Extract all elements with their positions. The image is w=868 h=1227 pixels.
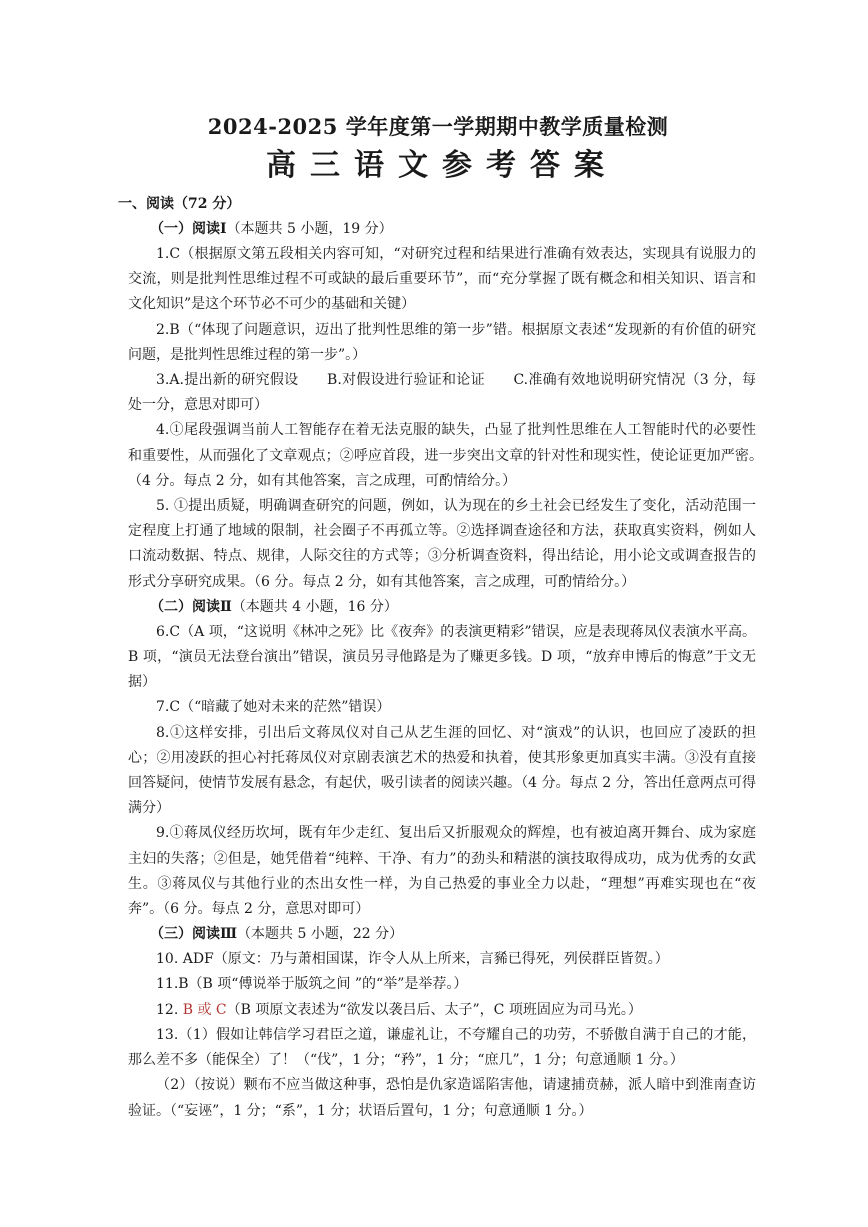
subsection-reading-1 — [150, 217, 756, 242]
subsection-info: （本题共 5 小题，19 分） — [226, 221, 393, 237]
answer-q5: 5. ①提出质疑，明确调查研究的问题，例如，认为现在的乡土社会已经发生了变化，活动范围一定程度上打通了地域的限制，社会圈子不再孤立等。②选择调查途径和方法，获取真实资料，例如人口流动数据、特点、规律，人际交往的方式等；③分析调查资料，得出结论，用小论文或调查报告的形式分享研究成果。（6 分。每点 2 分，如有其他答案，言之成理，可酌情给分。） — [128, 498, 756, 590]
answer-q10: 10. ADF（原文：乃与萧相国谋，诈令人从上所来，言豨已得死，列侯群臣皆贺。） — [156, 951, 669, 968]
subsection-info: （本题共 5 小题，22 分） — [237, 926, 404, 943]
subsection-name: （三）阅读Ⅲ — [150, 926, 238, 943]
answer-q4: 4.①尾段强调当前人工智能存在着无法克服的缺失，凸显了批判性思维在人工智能时代的必要性和重要性，从而强化了文章观点；②呼应首段，进一步突出文章的针对性和现实性，使论证更加严密。 （4 分。每点 2 分，如有其他答案，言之成理，可酌情给分。） — [128, 422, 770, 489]
answer-q6: 6.C（A 项，“这说明《林冲之死》比《夜奔》的表演更精彩”错误，应是表现蒋凤仪表演水平高。B 项，“演员无法登台演出”错误，演员另寻他路是为了赚更多钱。D 项，“放弃申博后的悔意”于文无据） — [128, 623, 756, 691]
answer-q3: 3.A.提出新的研究假设 B.对假设进行验证和论证 C.准确有效地说明研究情况（3 分，每处一分，意思对即可） — [128, 372, 756, 414]
answer-q13-part1: 13.（1）假如让韩信学习君臣之道，谦虚礼让，不夸耀自己的功劳，不骄傲自满于自己的才能，那么差不多（能保全）了！（“伐”，1 分；“矜”，1 分；“庶几”，1 分；句意通顺 1 分。） — [128, 1026, 756, 1069]
answer-q8: 8.①这样安排，引出后文蒋凤仪对自己从艺生涯的回忆、对“演戏”的认识，也回应了凌跃的担心；②用凌跃的担心衬托蒋凤仪对京剧表演艺术的热爱和执着，使其形象更加真实丰满。③没有直接回答疑问，使情节发展有悬念，有起伏，吸引读者的阅读兴趣。（4 分。每点 2 分，答出任意两点可得满分） — [128, 724, 756, 817]
answer-q13-part2: （2）（按说）颗布不应当做这种事，恐怕是仇家造谣陷害他，请逮捕贲赫，派人暗中到淮南查访验证。（“妄诬”，1 分；“系”，1 分；状语后置句，1 分；句意通顺 1 分。） — [128, 1077, 756, 1119]
subsection-name: （一）阅读Ⅰ — [150, 221, 227, 237]
document-title: 2024-2025 学年度第一学期期中教学质量检测 — [207, 114, 669, 139]
answer-q2: 2.B（“体现了问题意识，迈出了批判性思维的第一步”错。根据原文表述“发现新的有价值的研究问题，是批判性思维过程的第一步”。） — [128, 321, 756, 363]
answer-q12-choice: B 或 C — [182, 1001, 227, 1018]
answer-q12 — [128, 998, 756, 1023]
document-subtitle: 高三语文参考答案 — [266, 148, 618, 183]
answer-q11: 11.B（B 项“傅说举于版筑之间 ”的“举”是举荐。） — [156, 976, 468, 993]
answer-q7: 7.C（“暗藏了她对未来的茫然”错误） — [156, 699, 391, 716]
answer-q12-explanation: （B 项原文表述为“欲发以袭吕后、太子”，C 项班固应为司马光。） — [226, 1001, 642, 1018]
subsection-reading-2 — [150, 595, 756, 620]
answer-q9: 9.①蒋凤仪经历坎坷，既有年少走红、复出后又折服观众的辉煌，也有被迫离开舞台、成为家庭主妇的失落；②但是，她凭借着“纯粹、干净、有力”的劲头和精湛的演技取得成功，成为优秀的女武生。③蒋凤仪与其他行业的杰出女性一样，为自己热爱的事业全力以赴，“理想”再难实现也在“夜奔”。（6 分。每点 2 分，意思对即可） — [128, 825, 756, 918]
section-heading-reading: 一、阅读（72 分） — [118, 196, 241, 212]
subsection-info: （本题共 4 小题，16 分） — [231, 598, 398, 615]
subsection-name: （二）阅读Ⅱ — [150, 598, 232, 615]
subsection-reading-3 — [150, 922, 756, 947]
answer-q12-number: 12. — [156, 1001, 183, 1018]
answer-q1: 1.C（根据原文第五段相关内容可知，“对研究过程和结果进行准确有效表达，实现具有说服力的交流，则是批判性思维过程不可或缺的最后重要环节”，而“充分掌握了既有概念和相关知识、语言和文化知识”是这个环节必不可少的基础和关键） — [128, 246, 756, 313]
